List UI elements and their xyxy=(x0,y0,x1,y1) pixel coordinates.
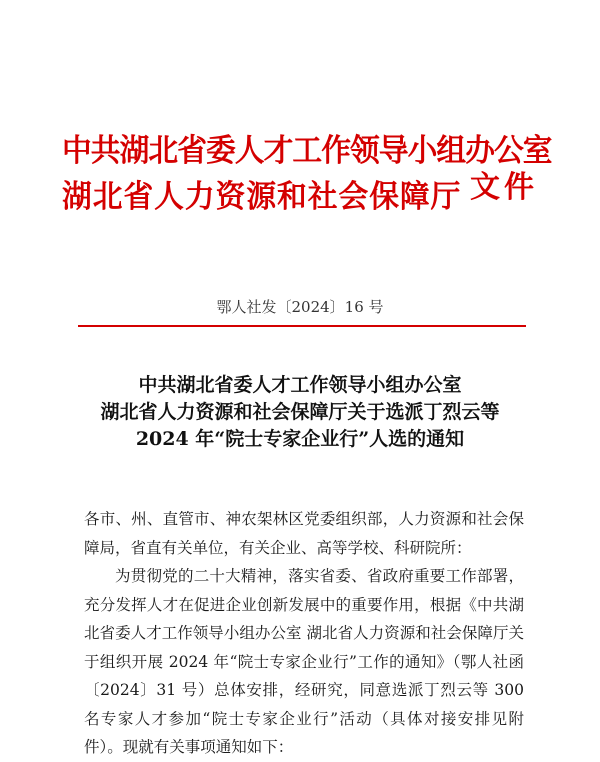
title-line-2: 湖北省人力资源和社会保障厅关于选派丁烈云等 xyxy=(100,401,500,423)
file-label: 文件 xyxy=(470,170,538,205)
document-number: 鄂人社发〔2024〕16 号 xyxy=(216,298,384,316)
issuing-org-line-2: 湖北省人力资源和社会保障厅 xyxy=(62,179,462,215)
title-line-1: 中共湖北省委人才工作领导小组办公室 xyxy=(138,374,462,396)
title-line-3: 2024 年“院士专家企业行”人选的通知 xyxy=(135,428,465,450)
red-separator-line xyxy=(78,325,526,327)
body-paragraph-1: 为贯彻党的二十大精神，落实省委、省政府重要工作部署，充分发挥人才在促进企业创新发展中的重要作用，根据《中共湖北省委人才工作领导小组办公室 湖北省人力资源和社会保障厅关于组织开展 2024 年“院士专家企业行”工作的通知》（鄂人社函〔2024〕31 号）总体安排，经研究，同意选派丁烈云等 300 名专家人才参加“院士专家企业行”活动（具体对接安排见附件）。现就有关事项通知如下： xyxy=(84,567,524,756)
issuing-org-line-1: 中共湖北省委人才工作领导小组办公室 xyxy=(62,133,552,169)
document-title xyxy=(40,372,560,453)
document-body xyxy=(84,505,524,762)
salutation: 各市、州、直管市、神农架林区党委组织部，人力资源和社会保障局，省直有关单位，有关企业、高等学校、科研院所： xyxy=(84,510,524,557)
